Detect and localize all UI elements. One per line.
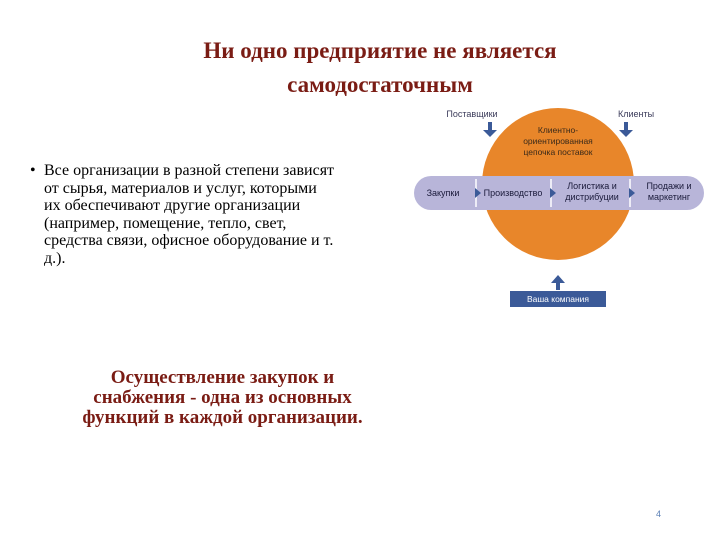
supply-chain-diagram [410,100,710,320]
slide-title-line-2: самодостаточным [287,72,473,97]
sales-label-line-1: Продажи и [646,181,692,191]
callout-line-1: Осуществление закупок и [110,367,335,388]
bullet-line: (например, помещение, тепло, свет, [44,214,287,232]
down-arrow-icon [483,122,497,137]
logistics-label-line-2: дистрибуции [565,192,619,202]
purchases-label: Закупки [426,188,460,198]
bullet-line: средства связи, офисное оборудование и т. [44,232,334,249]
bullet-line: Все организации в разной степени зависят [44,162,335,179]
company-label: Ваша компания [526,294,590,304]
slide-title [120,34,640,102]
circle-label-line-3: цепочка поставок [523,147,593,157]
sales-label-line-2: маркетинг [647,192,691,202]
bullet-line: д.). [44,249,66,267]
bullet-line: их обеспечивают другие организации [44,197,301,214]
production-label: Производство [483,188,543,198]
bullet-icon: • [30,162,36,179]
callout-line-3: функций в каждой организации. [82,407,363,428]
clients-label: Клиенты [617,109,655,119]
logistics-label-line-1: Логистика и [567,181,617,191]
bullet-line: от сырья, материалов и услуг, которыми [44,179,317,197]
suppliers-label: Поставщики [446,109,498,119]
slide-title-line-1: Ни одно предприятие не является [203,38,557,63]
down-arrow-icon [619,122,633,137]
up-arrow-icon [551,275,565,290]
circle-label-line-2: ориентированная [523,136,593,146]
highlight-callout [40,368,405,428]
bullet-text [44,162,334,267]
bullet-paragraph [30,162,412,267]
page-number: 4 [656,509,662,519]
callout-line-2: снабжения - одна из основных [93,387,352,408]
circle-label-line-1: Клиентно- [537,125,579,135]
